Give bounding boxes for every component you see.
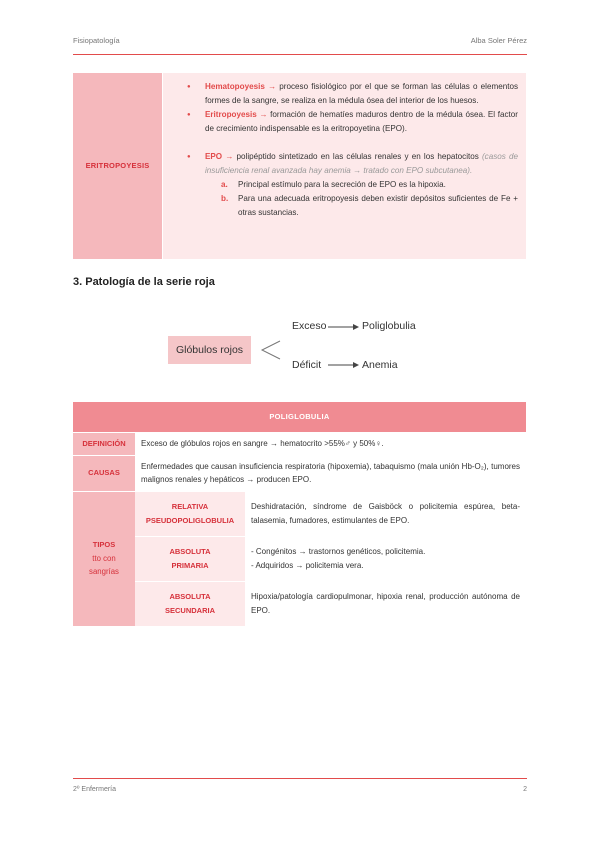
list-item [181, 80, 518, 108]
table-row [73, 491, 526, 536]
row-label-causas: CAUSAS [73, 455, 135, 491]
desc-line: - Congénitos → trastornos genéticos, policitemia. [251, 547, 426, 556]
diagram-cause-top: Exceso [292, 320, 327, 332]
header-author: Alba Soler Pérez [470, 36, 527, 45]
term-eritropoyesis: Eritropoyesis [205, 110, 257, 119]
eritropoyesis-content [163, 73, 526, 259]
table-row [73, 455, 526, 491]
page-header [73, 36, 527, 50]
definition-text: polipéptido sintetizado en las células renales y en los hepatocitos [233, 152, 482, 161]
tipos-label: TIPOS [92, 540, 116, 550]
definition-text: formación de hematíes maduros dentro de la médula ósea. El factor de crecimiento indispensable es la eritropoyetina (EPO). [205, 110, 519, 133]
diagram-box: Glóbulos rojos [168, 336, 251, 364]
footer-divider [73, 778, 527, 779]
list-marker: a. [221, 180, 228, 189]
sub-item-text: Para una adecuada eritropoyesis deben existir depósitos suficientes de Fe + otras sustancias. [238, 194, 518, 217]
header-subject: Fisiopatología [73, 36, 120, 45]
serie-roja-diagram [168, 313, 428, 378]
definition-text: proceso fisiológico por el que se forman las células o elementos formes de la sangre, se realiza en la médula ósea del interior de los huesos. [205, 82, 519, 105]
list-item [181, 150, 518, 178]
table-header: POLIGLOBULIA [73, 402, 526, 433]
table-row [73, 536, 526, 581]
tipo-relativa [135, 491, 245, 536]
diagram-cause-bottom: Déficit [292, 359, 322, 371]
sub-item-text: Principal estímulo para la secreción de EPO es la hipoxia. [238, 180, 446, 189]
definicion-text: Exceso de glóbulos rojos en sangre → hematocrito >55%♂ y 50%♀. [135, 433, 526, 456]
page-number: 2 [523, 786, 527, 793]
eritropoyesis-label: ERITROPOYESIS [73, 73, 163, 259]
arrow-icon: → [225, 152, 234, 161]
tipo-name: PRIMARIA [171, 560, 209, 570]
eritropoyesis-table [73, 73, 526, 259]
list-marker: b. [221, 194, 229, 203]
diagram-result-bottom: Anemia [362, 359, 398, 371]
tipo-name: ABSOLUTA [169, 547, 211, 556]
tipo-absoluta-secundaria [135, 581, 245, 626]
tipo-absoluta-primaria [135, 536, 245, 581]
row-label-tipos [73, 491, 135, 626]
tipo-name: ABSOLUTA [169, 592, 211, 601]
note-text: (casos de insuficiencia renal avanzada hay anemia → tratado con EPO subcutanea). [205, 152, 518, 175]
desc-line: - Adquiridos → policitemia vera. [251, 560, 364, 570]
arrow-icon: → [259, 110, 268, 119]
arrow-icon: → [268, 82, 277, 91]
sub-list-item [181, 192, 518, 220]
table-row [73, 581, 526, 626]
term-hematopoyesis: Hematopoyesis [205, 82, 265, 91]
list-item [181, 108, 518, 136]
tipo-name: RELATIVA [171, 502, 209, 511]
tipos-note: tto con sangrías [89, 553, 119, 577]
table-row [73, 433, 526, 456]
poliglobulia-table [73, 402, 526, 626]
footer-course: 2º Enfermería [73, 786, 117, 793]
sub-list-item [181, 178, 518, 192]
tipo-name: PSEUDOPOLIGLOBULIA [145, 515, 235, 525]
row-label-definicion: DEFINICIÓN [73, 433, 135, 456]
causas-text: Enfermedades que causan insuficiencia respiratoria (hipoxemia), tabaquismo (mala unión Hb-O₂), tumores malignos renales y hepáticos → producen EPO. [135, 455, 526, 491]
tipo-absoluta-primaria-desc [245, 536, 526, 581]
diagram-result-top: Poliglobulia [362, 320, 416, 332]
header-divider [73, 54, 527, 55]
tipo-absoluta-secundaria-desc: Hipoxia/patología cardiopulmonar, hipoxia renal, producción autónoma de EPO. [245, 581, 526, 626]
term-epo: EPO [205, 152, 223, 161]
section-title: 3. Patología de la serie roja [73, 276, 215, 288]
tipo-name: SECUNDARIA [164, 605, 215, 615]
tipo-relativa-desc: Deshidratación, síndrome de Gaisböck o policitemia espúrea, beta-talasemia, fumadores, estimulantes de EPO. [245, 491, 526, 536]
